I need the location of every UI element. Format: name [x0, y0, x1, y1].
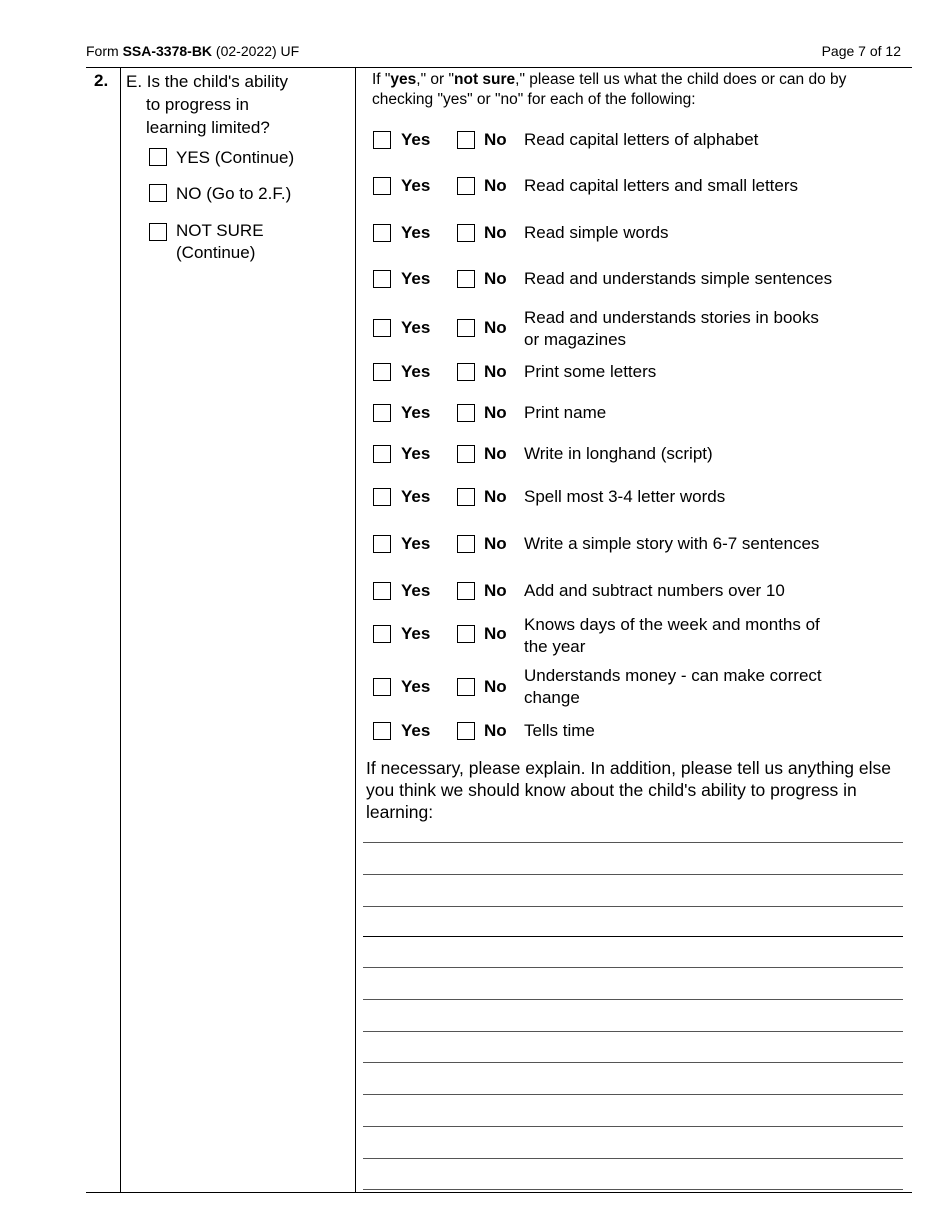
column-divider-right: [355, 68, 356, 1192]
writing-line[interactable]: [363, 1189, 903, 1190]
yes-label: Yes: [401, 677, 431, 696]
no-label: No: [484, 581, 507, 600]
no-label: No: [484, 269, 507, 288]
yes-label: Yes: [401, 487, 431, 506]
no-checkbox[interactable]: [457, 488, 475, 506]
explanation-prompt: If necessary, please explain. In addition, please tell us anything else you think we should know about the child's ability to progress in learning:: [366, 758, 891, 822]
instr-yes: yes: [390, 71, 417, 88]
instr-part1: If ": [372, 71, 391, 88]
list-item: [373, 614, 903, 664]
list-item: [373, 221, 903, 265]
option-not-sure-checkbox[interactable]: [149, 223, 167, 241]
yes-checkbox[interactable]: [373, 270, 391, 288]
writing-line[interactable]: [363, 1126, 903, 1127]
yes-checkbox[interactable]: [373, 131, 391, 149]
yes-label: Yes: [401, 362, 431, 381]
yes-label: Yes: [401, 534, 431, 553]
no-checkbox[interactable]: [457, 625, 475, 643]
no-label: No: [484, 318, 507, 337]
no-checkbox[interactable]: [457, 363, 475, 381]
item-text: Add and subtract numbers over 10: [524, 581, 785, 600]
yes-label: Yes: [401, 403, 431, 422]
writing-line[interactable]: [363, 1031, 903, 1032]
option-yes-label: YES (Continue): [176, 148, 295, 167]
no-label: No: [484, 403, 507, 422]
list-item: [373, 128, 903, 172]
form-prefix: Form: [86, 43, 123, 59]
yes-label: Yes: [401, 581, 431, 600]
item-text: Print some letters: [524, 362, 657, 381]
option-yes-checkbox[interactable]: [149, 148, 167, 166]
question-text: [126, 70, 341, 139]
instr-not-sure: not sure: [454, 71, 516, 88]
list-item: [373, 174, 903, 218]
item-text: Write a simple story with 6-7 sentences: [524, 534, 820, 553]
no-label: No: [484, 624, 507, 643]
no-label: No: [484, 677, 507, 696]
yes-checkbox[interactable]: [373, 535, 391, 553]
no-checkbox[interactable]: [457, 722, 475, 740]
yes-checkbox[interactable]: [373, 678, 391, 696]
instructions: [372, 70, 902, 110]
list-item: [373, 267, 903, 311]
item-text: Spell most 3-4 letter words: [524, 487, 726, 506]
no-checkbox[interactable]: [457, 535, 475, 553]
no-checkbox[interactable]: [457, 319, 475, 337]
yes-label: Yes: [401, 721, 431, 740]
bottom-rule: [86, 1192, 912, 1193]
no-checkbox[interactable]: [457, 404, 475, 422]
list-item: [373, 307, 903, 357]
no-label: No: [484, 534, 507, 553]
yes-label: Yes: [401, 444, 431, 463]
yes-label: Yes: [401, 176, 431, 195]
item-text: Tells time: [524, 721, 595, 740]
list-item: [373, 401, 903, 445]
no-label: No: [484, 487, 507, 506]
writing-line[interactable]: [363, 842, 903, 843]
writing-line[interactable]: [363, 967, 903, 968]
item-text: Print name: [524, 403, 607, 422]
no-checkbox[interactable]: [457, 131, 475, 149]
writing-line[interactable]: [363, 936, 903, 937]
no-checkbox[interactable]: [457, 177, 475, 195]
form-identifier: [86, 43, 299, 59]
list-item: [373, 532, 903, 576]
writing-line[interactable]: [363, 874, 903, 875]
no-checkbox[interactable]: [457, 678, 475, 696]
no-label: No: [484, 176, 507, 195]
page-number: Page 7 of 12: [821, 43, 901, 59]
item-text: Read capital letters and small letters: [524, 176, 799, 195]
item-text-line-1: Understands money - can make correct: [524, 666, 822, 685]
writing-line[interactable]: [363, 906, 903, 907]
form-id: SSA-3378-BK: [122, 43, 213, 59]
no-label: No: [484, 721, 507, 740]
no-label: No: [484, 130, 507, 149]
question-line-2: to progress in: [146, 95, 249, 114]
no-label: No: [484, 444, 507, 463]
yes-label: Yes: [401, 269, 431, 288]
yes-label: Yes: [401, 223, 431, 242]
yes-checkbox[interactable]: [373, 404, 391, 422]
item-text-line-2: change: [524, 688, 580, 707]
writing-line[interactable]: [363, 999, 903, 1000]
question-number: 2.: [94, 71, 109, 90]
yes-checkbox[interactable]: [373, 625, 391, 643]
option-not-sure-label-2: (Continue): [176, 243, 256, 262]
yes-checkbox[interactable]: [373, 319, 391, 337]
list-item: [373, 442, 903, 486]
no-checkbox[interactable]: [457, 270, 475, 288]
writing-line[interactable]: [363, 1062, 903, 1063]
writing-line[interactable]: [363, 1094, 903, 1095]
column-divider-left: [120, 68, 121, 1192]
list-item: [373, 485, 903, 529]
option-no-checkbox[interactable]: [149, 184, 167, 202]
form-suffix: (02-2022) UF: [212, 43, 300, 59]
list-item: [373, 665, 903, 715]
question-line-1: E. Is the child's ability: [126, 72, 288, 91]
yes-checkbox[interactable]: [373, 488, 391, 506]
writing-line[interactable]: [363, 1158, 903, 1159]
item-text-line-1: Knows days of the week and months of: [524, 615, 820, 634]
yes-checkbox[interactable]: [373, 177, 391, 195]
instr-part3: ," please tell us what the child does or can do by checking "yes" or "no" for each of the following:: [372, 71, 847, 108]
no-label: No: [484, 362, 507, 381]
item-text: Write in longhand (script): [524, 444, 713, 463]
item-text-line-1: Read and understands stories in books: [524, 308, 819, 327]
item-text-line-2: the year: [524, 637, 586, 656]
yes-label: Yes: [401, 624, 431, 643]
option-no-label: NO (Go to 2.F.): [176, 184, 292, 203]
yes-checkbox[interactable]: [373, 363, 391, 381]
yes-checkbox[interactable]: [373, 722, 391, 740]
yes-checkbox[interactable]: [373, 224, 391, 242]
option-not-sure-label-1: NOT SURE: [176, 221, 264, 240]
item-text: Read simple words: [524, 223, 669, 242]
item-text: Read and understands simple sentences: [524, 269, 833, 288]
list-item: [373, 360, 903, 404]
item-text-line-2: or magazines: [524, 330, 627, 349]
yes-checkbox[interactable]: [373, 582, 391, 600]
question-line-3: learning limited?: [146, 118, 270, 137]
yes-label: Yes: [401, 318, 431, 337]
no-checkbox[interactable]: [457, 582, 475, 600]
yes-label: Yes: [401, 130, 431, 149]
yes-checkbox[interactable]: [373, 445, 391, 463]
item-text: Read capital letters of alphabet: [524, 130, 759, 149]
no-checkbox[interactable]: [457, 224, 475, 242]
instr-part2: ," or ": [416, 71, 455, 88]
top-rule: [86, 67, 912, 68]
no-label: No: [484, 223, 507, 242]
no-checkbox[interactable]: [457, 445, 475, 463]
